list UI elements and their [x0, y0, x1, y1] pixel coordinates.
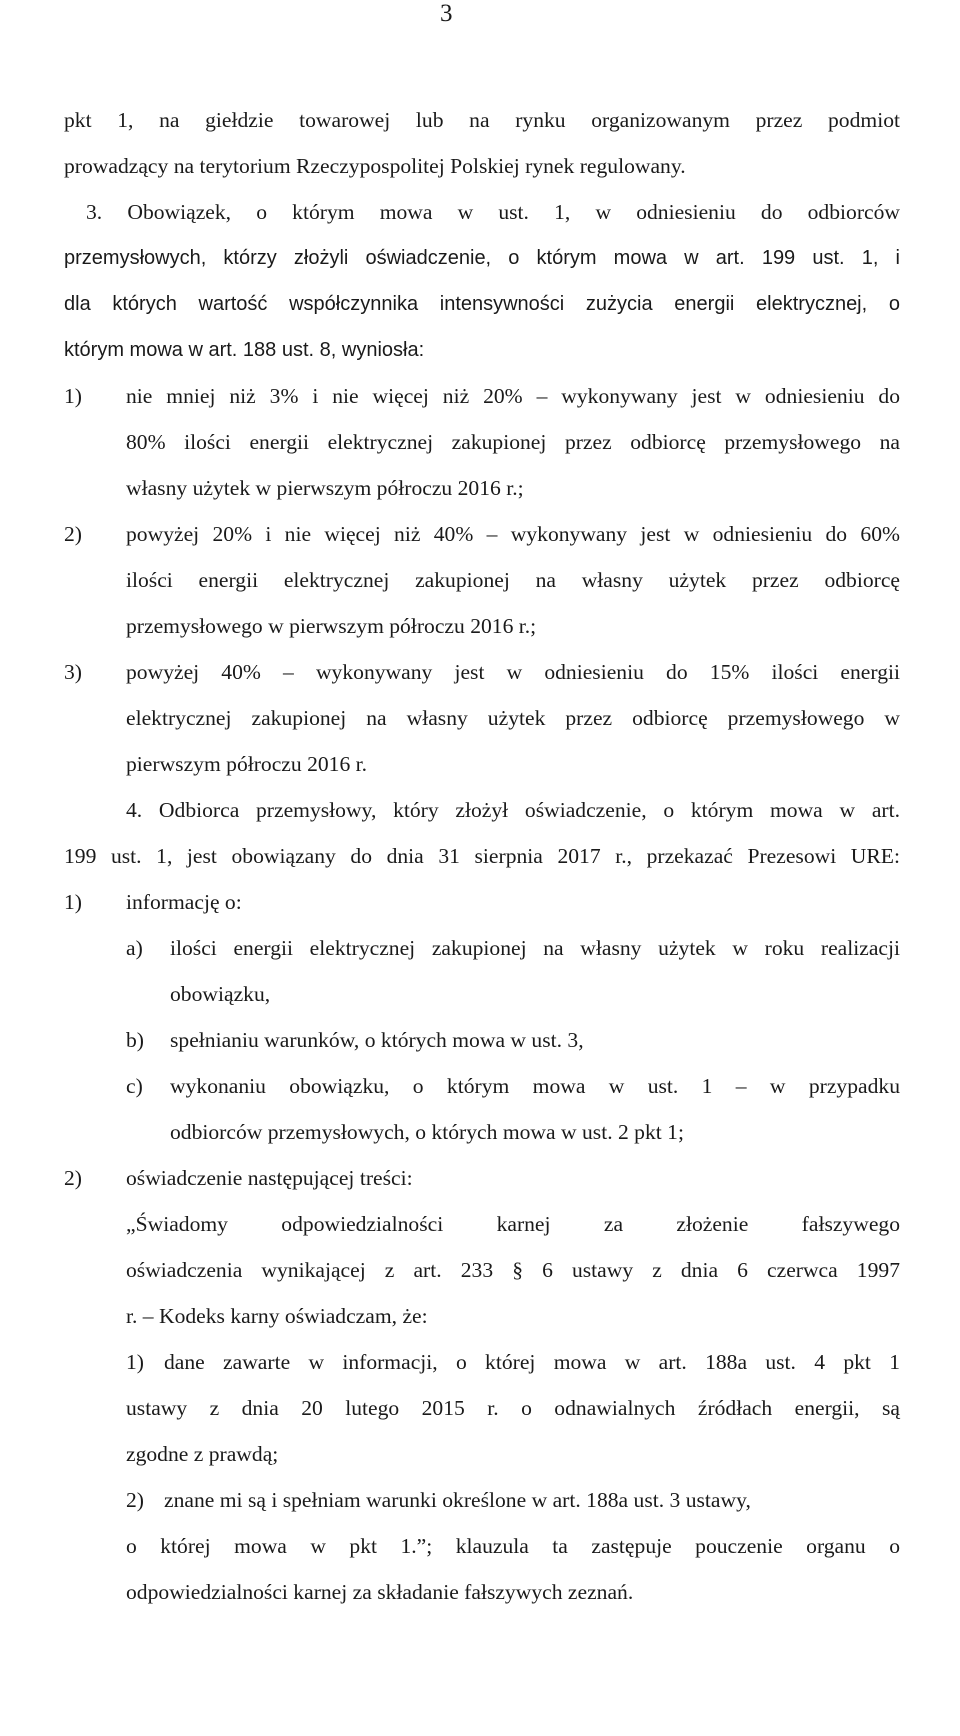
- text-line: dla których wartość współczynnika intensywności zużycia energii elektrycznej, o: [64, 293, 900, 315]
- quote-line: o której mowa w pkt 1.”; klauzula ta zastępuje pouczenie organu o: [126, 1534, 900, 1558]
- list-label: 3): [64, 660, 82, 684]
- list-text: obowiązku,: [170, 982, 271, 1006]
- list-item: [64, 655, 900, 701]
- text-line: 199 ust. 1, jest obowiązany do dnia 31 sierpnia 2017 r., przekazać Prezesowi URE:: [64, 844, 900, 868]
- quote-line: zgodne z prawdą;: [126, 1442, 279, 1466]
- list-text: elektrycznej zakupionej na własny użytek przez odbiorcę przemysłowego w: [126, 706, 900, 730]
- list-text: powyżej 40% – wykonywany jest w odniesieniu do 15% ilości energii: [126, 660, 900, 684]
- list-text: nie mniej niż 3% i nie więcej niż 20% – wykonywany jest w odniesieniu do: [126, 384, 900, 408]
- list-label: 1): [64, 384, 82, 408]
- list-text: ilości energii elektrycznej zakupionej na własny użytek w roku realizacji: [170, 936, 900, 960]
- quote-line: „Świadomy odpowiedzialności karnej za złożenie fałszywego: [126, 1212, 900, 1236]
- list-text: pierwszym półroczu 2016 r.: [126, 752, 368, 776]
- quote-line: ustawy z dnia 20 lutego 2015 r. o odnawialnych źródłach energii, są: [126, 1396, 900, 1420]
- list-text: znane mi są i spełniam warunki określone w art. 188a ust. 3 ustawy,: [164, 1488, 751, 1512]
- sub-list-item: [64, 1069, 900, 1115]
- page-number: 3: [440, 0, 453, 27]
- list-text: wykonaniu obowiązku, o którym mowa w ust. 1 – w przypadku: [170, 1074, 900, 1098]
- list-item: [64, 885, 900, 931]
- quote-line: odpowiedzialności karnej za składanie fałszywych zeznań.: [126, 1580, 634, 1604]
- list-text: dane zawarte w informacji, o której mowa w art. 188a ust. 4 pkt 1: [164, 1350, 900, 1374]
- text-line: pkt 1, na giełdzie towarowej lub na rynku organizowanym przez podmiot: [64, 108, 900, 132]
- section-3-heading: 3. Obowiązek, o którym mowa w ust. 1, w odniesieniu do odbiorców: [86, 200, 900, 224]
- list-text: powyżej 20% i nie więcej niż 40% – wykonywany jest w odniesieniu do 60%: [126, 522, 900, 546]
- list-text: przemysłowego w pierwszym półroczu 2016 r.;: [126, 614, 537, 638]
- list-item: [64, 379, 900, 425]
- list-text: 80% ilości energii elektrycznej zakupionej przez odbiorcę przemysłowego na: [126, 430, 900, 454]
- list-label: 2): [64, 522, 82, 546]
- list-label: 1): [126, 1350, 144, 1374]
- list-text: spełnianiu warunków, o których mowa w ust. 3,: [170, 1028, 584, 1052]
- list-text: informację o:: [126, 890, 242, 914]
- list-label: 1): [64, 890, 82, 914]
- list-label: 2): [64, 1166, 82, 1190]
- list-item: [64, 517, 900, 563]
- quote-line: oświadczenia wynikającej z art. 233 § 6 ustawy z dnia 6 czerwca 1997: [126, 1258, 900, 1282]
- list-label: 2): [126, 1488, 144, 1512]
- quote-line: r. – Kodeks karny oświadczam, że:: [126, 1304, 428, 1328]
- list-item: [64, 1161, 900, 1207]
- document-body: [64, 103, 900, 1621]
- quote-list-item: [64, 1345, 900, 1391]
- list-text: odbiorców przemysłowych, o których mowa w ust. 2 pkt 1;: [170, 1120, 684, 1144]
- list-label: a): [126, 936, 143, 960]
- text-line: którym mowa w art. 188 ust. 8, wyniosła:: [64, 339, 425, 361]
- list-text: własny użytek w pierwszym półroczu 2016 r.;: [126, 476, 524, 500]
- sub-list-item: [64, 931, 900, 977]
- text-line: prowadzący na terytorium Rzeczypospolitej Polskiej rynek regulowany.: [64, 154, 686, 178]
- list-label: b): [126, 1028, 144, 1052]
- list-label: c): [126, 1074, 143, 1098]
- sub-list-item: [64, 1023, 900, 1069]
- section-4-heading: 4. Odbiorca przemysłowy, który złożył oświadczenie, o którym mowa w art.: [126, 798, 900, 822]
- list-text: oświadczenie następującej treści:: [126, 1166, 413, 1190]
- text-line: przemysłowych, którzy złożyli oświadczenie, o którym mowa w art. 199 ust. 1, i: [64, 247, 900, 269]
- quote-list-item: [64, 1483, 900, 1529]
- list-text: ilości energii elektrycznej zakupionej na własny użytek przez odbiorcę: [126, 568, 900, 592]
